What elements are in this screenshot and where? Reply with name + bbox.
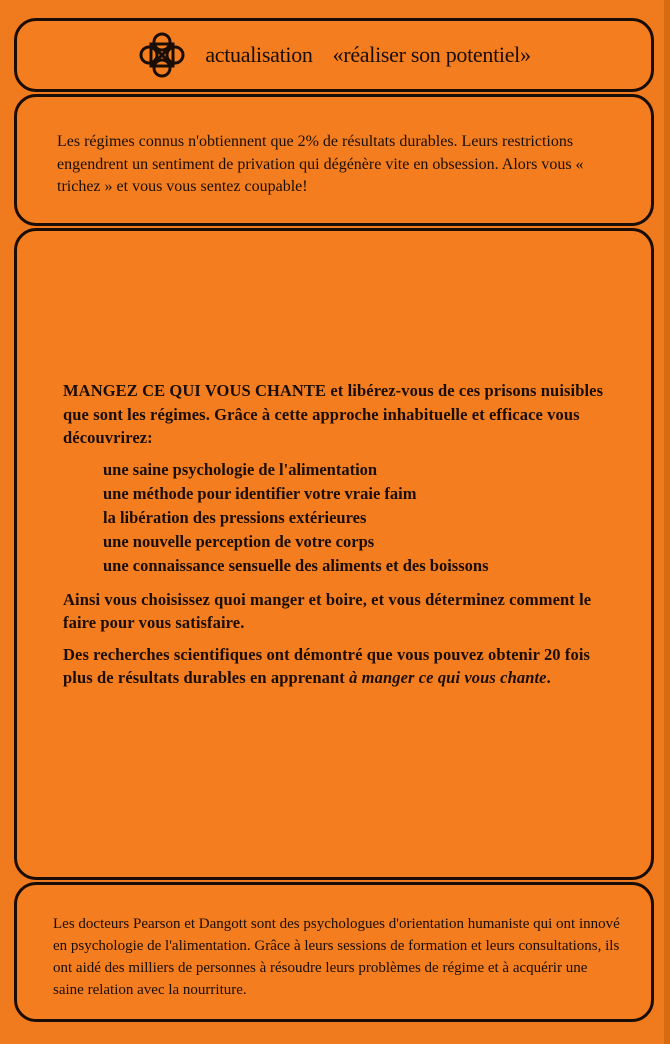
quatrefoil-knot-icon bbox=[137, 30, 187, 80]
intro-text: Les régimes connus n'obtiennent que 2% de résultats durables. Leurs restrictions engendrent un sentiment de privation qui dégénère vite en obsession. Alors vous « trichez » et vous vous sentez coupable! bbox=[57, 133, 584, 195]
paragraph-choice: Ainsi vous choisissez quoi manger et boire, et vous déterminez comment le faire pour vous satisfaire. bbox=[63, 589, 592, 632]
intro-panel bbox=[14, 94, 654, 226]
series-name: actualisation bbox=[205, 42, 313, 67]
list-item: une méthode pour identifier votre vraie faim bbox=[103, 483, 417, 503]
author-bio-text: Les docteurs Pearson et Dangott sont des psychologues d'orientation humaniste qui ont innové en psychologie de l'alimentation. Grâce à leurs sessions de formation et leurs consultations, ils ont aidé des milliers de personnes à résoudre leurs problèmes de régime et à acquérir une saine relation avec la nourriture. bbox=[53, 916, 620, 998]
research-text: Des recherches scientifiques ont démontré que vous pouvez obtenir 20 fois plus de résultats durables en apprenant bbox=[63, 644, 591, 687]
book-title-caps: MANGEZ CE QUI VOUS CHANTE bbox=[63, 381, 327, 400]
list-item: une nouvelle perception de votre corps bbox=[103, 531, 375, 551]
edge-stripe bbox=[664, 0, 670, 1044]
series-header-panel bbox=[14, 18, 654, 92]
lead-text: et libérez-vous de ces prisons nuisibles que sont les régimes. Grâce à cette approche inhabituelle et efficace vous découvrirez: bbox=[63, 381, 604, 447]
lead-paragraph bbox=[63, 379, 611, 450]
benefits-list bbox=[63, 458, 611, 578]
series-tagline: «réaliser son potentiel» bbox=[332, 42, 531, 67]
book-title-italic: à manger ce qui vous chante bbox=[349, 668, 547, 687]
author-bio-panel bbox=[14, 882, 654, 1022]
paragraph-research bbox=[63, 643, 611, 690]
list-item: une saine psychologie de l'alimentation bbox=[103, 459, 378, 479]
series-title bbox=[205, 42, 530, 68]
list-item: la libération des pressions extérieures bbox=[103, 507, 367, 527]
main-panel bbox=[14, 228, 654, 880]
list-item: une connaissance sensuelle des aliments et des boissons bbox=[103, 555, 489, 575]
research-end: . bbox=[546, 668, 551, 687]
